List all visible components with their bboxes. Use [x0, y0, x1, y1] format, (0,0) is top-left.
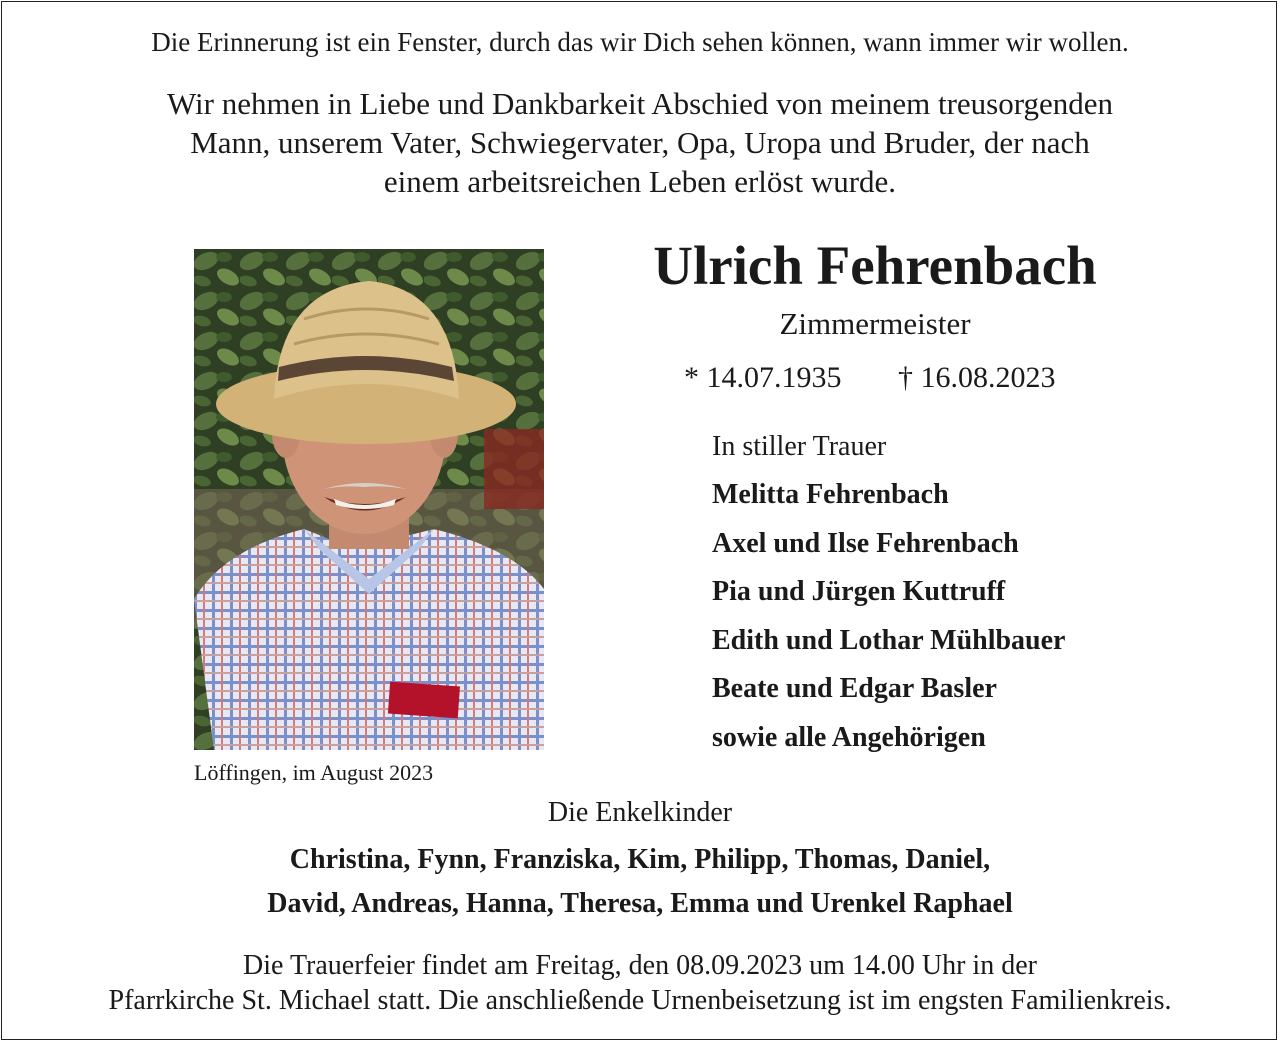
grandchildren-line: Christina, Fynn, Franziska, Kim, Philipp, Thomas, Daniel, [289, 844, 991, 875]
mourner-name: Edith und Lothar Mühlbauer [712, 624, 1066, 656]
grandchildren-line: David, Andreas, Hanna, Theresa, Emma und Urenkel Raphael [267, 888, 1013, 919]
grandchildren-label: Die Enkelkinder [547, 797, 733, 828]
service-line: Pfarrkirche St. Michael statt. Die anschließende Urnenbeisetzung ist im engsten Familienkreis. [108, 985, 1172, 1016]
birth-date: * 14.07.1935 [684, 361, 842, 394]
mourner-name: Axel und Ilse Fehrenbach [712, 527, 1019, 559]
grandchildren-names [0, 838, 1280, 926]
intro-line: einem arbeitsreichen Leben erlöst wurde. [383, 164, 897, 199]
photo-caption: Löffingen, im August 2023 [194, 760, 434, 785]
funeral-service-info [0, 948, 1280, 1018]
service-line: Die Trauerfeier findet am Freitag, den 08.09.2023 um 14.00 Uhr in der [243, 950, 1037, 981]
mourner-name: Pia und Jürgen Kuttruff [712, 576, 1006, 608]
death-date: † 16.08.2023 [898, 361, 1056, 394]
motto: Die Erinnerung ist ein Fenster, durch das wir Dich sehen können, wann immer wir wollen. [151, 27, 1129, 57]
portrait-photo [194, 249, 544, 750]
intro-text [0, 84, 1280, 201]
deceased-profession: Zimmermeister [779, 306, 971, 341]
mourner-name: sowie alle Angehörigen [712, 721, 986, 753]
intro-line: Wir nehmen in Liebe und Dankbarkeit Abschied von meinem treusorgenden [167, 86, 1113, 121]
mourner-name: Beate und Edgar Basler [712, 673, 997, 705]
mourner-name: Melitta Fehrenbach [712, 479, 949, 510]
intro-line: Mann, unserem Vater, Schwiegervater, Opa, Uropa und Bruder, der nach [190, 125, 1090, 160]
mourners-list [712, 471, 1232, 763]
deceased-name: Ulrich Fehrenbach [653, 235, 1097, 296]
mourners-heading: In stiller Trauer [712, 431, 887, 462]
